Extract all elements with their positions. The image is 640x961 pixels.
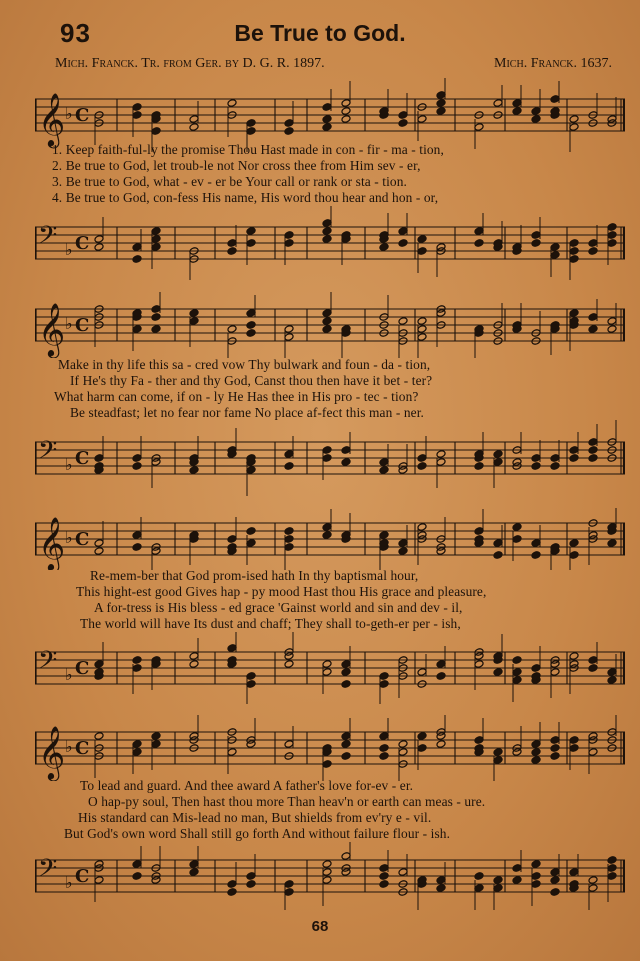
note-head: [588, 664, 598, 673]
common-time-icon: C: [75, 866, 90, 887]
note-head: [398, 317, 408, 326]
note-head: [550, 462, 560, 471]
note-head: [227, 748, 237, 757]
note-head: [607, 223, 617, 232]
note-head: [569, 652, 579, 661]
bass-staff-4: [35, 842, 625, 910]
lyric-line: The world will have Its dust and chaff; They shall to-geth-er per - ish,: [80, 616, 461, 631]
note-head: [569, 239, 579, 248]
flat-icon: ♭: [65, 665, 73, 684]
note-head: [398, 111, 408, 120]
note-head: [493, 99, 503, 108]
note-head: [550, 744, 560, 753]
lyric-line: O hap-py soul, Then hast thou more Than heav'n or earth can meas - ure.: [88, 794, 486, 809]
note-head: [531, 756, 541, 765]
note-head: [284, 462, 294, 471]
note-head: [189, 123, 199, 132]
lyric-line: His standard can Mis-lead no man, But shields from ev'ry e - vil.: [78, 810, 432, 825]
note-head: [493, 756, 503, 765]
note-head: [588, 748, 598, 757]
bass-clef-icon: 𝄢: [38, 853, 58, 889]
note-head: [379, 243, 389, 252]
credit-left: Mich. Franck. Tr. from Ger. by D. G. R. 1897.: [55, 56, 325, 71]
note-head: [322, 446, 332, 455]
note-head: [94, 547, 104, 556]
treble-staff-4: [35, 715, 625, 781]
note-head: [569, 539, 579, 548]
note-head: [284, 325, 294, 334]
note-head: [417, 333, 427, 342]
note-head: [607, 872, 617, 881]
note-head: [569, 551, 579, 560]
credit-right: Mich. Franck. 1637.: [494, 56, 612, 71]
note-head: [132, 543, 142, 552]
note-head: [151, 325, 161, 334]
note-head: [322, 876, 332, 885]
note-head: [531, 880, 541, 889]
note-head: [512, 107, 522, 116]
note-head: [151, 243, 161, 252]
note-head: [341, 115, 351, 124]
note-head: [550, 454, 560, 463]
note-head: [550, 752, 560, 761]
common-time-icon: C: [75, 233, 90, 254]
note-head: [322, 227, 332, 236]
note-head: [151, 732, 161, 741]
note-head: [493, 539, 503, 548]
note-head: [531, 664, 541, 673]
note-head: [379, 458, 389, 467]
note-head: [151, 235, 161, 244]
note-head: [493, 884, 503, 893]
lyric-line: 4. Be true to God, con-fess His name, His word thou hear and hon - or,: [52, 190, 439, 205]
note-head: [151, 127, 161, 136]
bass-staff-1: [35, 206, 625, 280]
note-head: [322, 760, 332, 769]
note-head: [379, 680, 389, 689]
note-head: [246, 466, 256, 475]
common-time-icon: C: [75, 658, 90, 679]
note-head: [284, 239, 294, 248]
note-head: [436, 876, 446, 885]
lyric-line: To lead and guard. And thee award A father's love for-ev - er.: [80, 778, 414, 793]
note-head: [322, 531, 332, 540]
common-time-icon: C: [75, 738, 90, 759]
note-head: [341, 740, 351, 749]
note-head: [417, 454, 427, 463]
note-head: [246, 321, 256, 330]
note-head: [246, 227, 256, 236]
note-head: [227, 247, 237, 256]
note-head: [322, 668, 332, 677]
note-head: [379, 872, 389, 881]
note-head: [436, 740, 446, 749]
note-head: [474, 884, 484, 893]
note-head: [474, 736, 484, 745]
note-head: [151, 305, 161, 314]
common-time-icon: C: [75, 448, 90, 469]
note-head: [493, 450, 503, 459]
note-head: [322, 523, 332, 532]
note-head: [341, 752, 351, 761]
note-head: [417, 235, 427, 244]
treble-staff-1: [35, 78, 625, 152]
flat-icon: ♭: [65, 314, 73, 333]
common-time-icon: C: [75, 105, 90, 126]
note-head: [132, 462, 142, 471]
note-head: [94, 243, 104, 252]
note-head: [151, 313, 161, 322]
note-head: [398, 740, 408, 749]
note-head: [132, 656, 142, 665]
note-head: [341, 458, 351, 467]
treble-clef-icon: 𝄞: [38, 302, 66, 356]
note-head: [436, 884, 446, 893]
note-head: [569, 123, 579, 132]
note-head: [227, 325, 237, 334]
note-head: [531, 748, 541, 757]
note-head: [474, 462, 484, 471]
note-head: [189, 868, 199, 877]
note-head: [417, 115, 427, 124]
note-head: [341, 732, 351, 741]
note-head: [588, 313, 598, 322]
note-head: [246, 680, 256, 689]
note-head: [341, 99, 351, 108]
note-head: [132, 872, 142, 881]
note-head: [151, 227, 161, 236]
note-head: [189, 860, 199, 869]
note-head: [436, 458, 446, 467]
note-head: [398, 119, 408, 128]
note-head: [246, 239, 256, 248]
note-head: [569, 255, 579, 264]
note-head: [588, 247, 598, 256]
note-head: [322, 115, 332, 124]
note-head: [132, 103, 142, 112]
note-head: [493, 876, 503, 885]
note-head: [398, 547, 408, 556]
note-head: [132, 531, 142, 540]
note-head: [246, 329, 256, 338]
lyric-line: What harm can come, if on - ly He Has thee in His pro - tec - tion?: [54, 389, 419, 404]
note-head: [94, 454, 104, 463]
note-head: [246, 527, 256, 536]
note-head: [569, 446, 579, 455]
note-head: [246, 309, 256, 318]
note-head: [151, 740, 161, 749]
note-head: [607, 317, 617, 326]
note-head: [569, 309, 579, 318]
treble-clef-icon: 𝄞: [38, 516, 66, 570]
note-head: [607, 539, 617, 548]
note-head: [531, 462, 541, 471]
note-head: [132, 454, 142, 463]
note-head: [417, 523, 427, 532]
note-head: [379, 672, 389, 681]
note-head: [246, 119, 256, 128]
note-head: [284, 450, 294, 459]
hymn-title: Be True to God.: [234, 20, 406, 46]
common-time-icon: C: [75, 529, 90, 550]
note-head: [132, 740, 142, 749]
note-head: [189, 309, 199, 318]
note-head: [189, 652, 199, 661]
treble-clef-icon: 𝄞: [38, 92, 66, 146]
note-head: [246, 872, 256, 881]
lyric-line: 3. Be true to God, what - ev - er be Your call or rank or sta - tion.: [52, 174, 407, 189]
note-head: [493, 668, 503, 677]
note-head: [474, 527, 484, 536]
note-head: [246, 127, 256, 136]
note-head: [531, 860, 541, 869]
flat-icon: ♭: [65, 528, 73, 547]
note-head: [379, 531, 389, 540]
note-head: [379, 744, 389, 753]
note-head: [569, 454, 579, 463]
note-head: [531, 740, 541, 749]
note-head: [550, 876, 560, 885]
note-head: [189, 660, 199, 669]
lyric-line: Re-mem-ber that God prom-ised hath In thy baptismal hour,: [90, 568, 419, 583]
note-head: [512, 523, 522, 532]
note-head: [227, 880, 237, 889]
note-head: [588, 656, 598, 665]
note-head: [227, 239, 237, 248]
note-head: [550, 868, 560, 877]
note-head: [227, 99, 237, 108]
note-head: [550, 251, 560, 260]
note-head: [341, 668, 351, 677]
note-head: [284, 740, 294, 749]
note-head: [341, 660, 351, 669]
note-head: [132, 860, 142, 869]
note-head: [132, 255, 142, 264]
bass-staff-2: [35, 420, 625, 496]
note-head: [284, 527, 294, 536]
note-head: [284, 543, 294, 552]
note-head: [531, 872, 541, 881]
note-head: [284, 127, 294, 136]
note-head: [436, 107, 446, 116]
note-head: [284, 119, 294, 128]
note-head: [588, 325, 598, 334]
note-head: [512, 99, 522, 108]
note-head: [512, 876, 522, 885]
note-head: [322, 309, 332, 318]
lyric-line: This hight-est good Gives hap - py mood Hast thou His grace and pleasure,: [76, 584, 487, 599]
note-head: [607, 864, 617, 873]
note-head: [132, 243, 142, 252]
note-head: [322, 860, 332, 869]
note-head: [531, 551, 541, 560]
note-head: [379, 880, 389, 889]
note-head: [588, 438, 598, 447]
hymn-number: 93: [60, 18, 91, 48]
note-head: [132, 325, 142, 334]
note-head: [569, 247, 579, 256]
common-time-icon: C: [75, 315, 90, 336]
flat-icon: ♭: [65, 240, 73, 259]
note-head: [94, 876, 104, 885]
lyric-line: 1. Keep faith-ful-ly the promise Thou Hast made in con - fir - ma - tion,: [52, 142, 444, 157]
note-head: [322, 317, 332, 326]
note-head: [94, 732, 104, 741]
flat-icon: ♭: [65, 737, 73, 756]
note-head: [512, 864, 522, 873]
note-head: [550, 243, 560, 252]
note-head: [607, 231, 617, 240]
note-head: [341, 107, 351, 116]
note-head: [227, 888, 237, 897]
note-head: [94, 235, 104, 244]
lyric-line: If He's thy Fa - ther and thy God, Canst thou then have it bet - ter?: [70, 373, 433, 388]
treble-staff-2: [35, 292, 625, 358]
note-head: [607, 325, 617, 334]
note-head: [531, 454, 541, 463]
note-head: [531, 115, 541, 124]
lyric-line: A for-tress is His bless - ed grace 'Gainst world and sin and dev - il,: [94, 600, 463, 615]
flat-icon: ♭: [65, 455, 73, 474]
note-head: [474, 872, 484, 881]
note-head: [436, 672, 446, 681]
note-head: [550, 888, 560, 897]
note-head: [189, 115, 199, 124]
note-head: [417, 668, 427, 677]
note-head: [550, 668, 560, 677]
note-head: [569, 744, 579, 753]
note-head: [436, 91, 446, 100]
treble-staff-3: [35, 508, 625, 570]
note-head: [189, 466, 199, 475]
note-head: [588, 239, 598, 248]
note-head: [398, 239, 408, 248]
note-head: [474, 239, 484, 248]
note-head: [379, 864, 389, 873]
note-head: [246, 539, 256, 548]
note-head: [531, 239, 541, 248]
note-head: [246, 880, 256, 889]
note-head: [588, 876, 598, 885]
note-head: [322, 219, 332, 228]
flat-icon: ♭: [65, 104, 73, 123]
note-head: [322, 660, 332, 669]
note-head: [322, 454, 332, 463]
bass-clef-icon: 𝄢: [38, 435, 58, 471]
note-head: [607, 668, 617, 677]
note-head: [550, 95, 560, 104]
note-head: [417, 462, 427, 471]
note-head: [341, 680, 351, 689]
bass-clef-icon: 𝄢: [38, 645, 58, 681]
lyric-line: Make in thy life this sa - cred vow Thy bulwark and foun - da - tion,: [58, 357, 431, 372]
note-head: [417, 317, 427, 326]
note-head: [417, 325, 427, 334]
note-head: [569, 115, 579, 124]
note-head: [607, 239, 617, 248]
note-head: [379, 732, 389, 741]
note-head: [132, 664, 142, 673]
note-head: [398, 227, 408, 236]
note-head: [189, 317, 199, 326]
note-head: [322, 235, 332, 244]
treble-clef-icon: 𝄞: [38, 725, 66, 779]
note-head: [284, 231, 294, 240]
lyric-line: But God's own word Shall still go forth And without failure flour - ish.: [64, 826, 451, 841]
note-head: [531, 107, 541, 116]
note-head: [436, 99, 446, 108]
note-head: [550, 736, 560, 745]
page-number: 68: [311, 918, 329, 935]
note-head: [322, 123, 332, 132]
note-head: [417, 732, 427, 741]
note-head: [94, 539, 104, 548]
note-head: [436, 660, 446, 669]
note-head: [512, 535, 522, 544]
note-head: [398, 539, 408, 548]
note-head: [417, 744, 427, 753]
note-head: [512, 656, 522, 665]
note-head: [379, 466, 389, 475]
note-head: [322, 868, 332, 877]
note-head: [398, 868, 408, 877]
note-head: [341, 852, 351, 861]
note-head: [284, 888, 294, 897]
note-head: [493, 458, 503, 467]
note-head: [474, 227, 484, 236]
note-head: [607, 856, 617, 865]
note-head: [246, 672, 256, 681]
note-head: [227, 644, 237, 653]
bass-clef-icon: 𝄢: [38, 220, 58, 256]
note-head: [284, 880, 294, 889]
note-head: [493, 748, 503, 757]
note-head: [588, 454, 598, 463]
note-head: [588, 884, 598, 893]
lyric-line: Be steadfast; let no fear nor fame No place af-fect this man - ner.: [70, 405, 424, 420]
note-head: [322, 325, 332, 334]
note-head: [607, 676, 617, 685]
note-head: [398, 748, 408, 757]
note-head: [284, 333, 294, 342]
note-head: [284, 535, 294, 544]
note-head: [284, 660, 294, 669]
note-head: [341, 446, 351, 455]
flat-icon: ♭: [65, 873, 73, 892]
note-head: [493, 551, 503, 560]
note-head: [512, 668, 522, 677]
note-head: [94, 660, 104, 669]
note-head: [569, 736, 579, 745]
note-head: [531, 539, 541, 548]
note-head: [132, 748, 142, 757]
note-head: [512, 676, 522, 685]
note-head: [436, 450, 446, 459]
note-head: [569, 868, 579, 877]
note-head: [227, 535, 237, 544]
note-head: [417, 247, 427, 256]
note-head: [379, 752, 389, 761]
lyric-line: 2. Be true to God, let troub-le not Nor cross thee from Him sev - er,: [52, 158, 421, 173]
note-head: [531, 231, 541, 240]
note-head: [588, 446, 598, 455]
note-head: [474, 123, 484, 132]
note-head: [132, 111, 142, 120]
note-head: [322, 103, 332, 112]
bass-staff-3: [35, 632, 625, 704]
note-head: [474, 660, 484, 669]
